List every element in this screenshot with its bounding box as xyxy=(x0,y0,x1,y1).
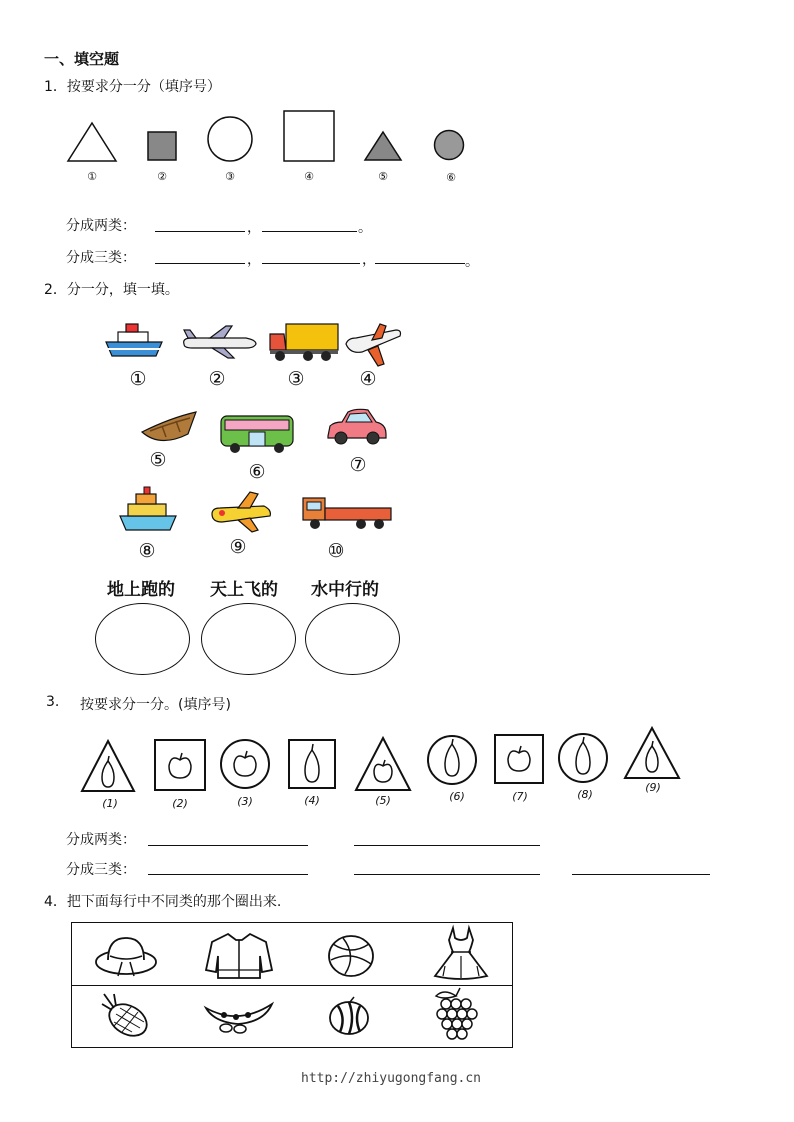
peas-icon[interactable] xyxy=(204,998,274,1034)
shape-label-6: ⑥ xyxy=(446,171,456,184)
jacket-icon[interactable] xyxy=(204,930,274,980)
shape-label-5: ⑤ xyxy=(378,170,388,183)
vehicle-label-8: ⑧ xyxy=(138,540,156,562)
q3-row-three-label: 分成三类： xyxy=(66,862,136,878)
circle-pear-icon xyxy=(557,732,609,784)
shape-label-3: ③ xyxy=(225,170,235,183)
q3-three-blank-3[interactable] xyxy=(572,874,710,875)
q3-title: 按要求分一分。(填序号) xyxy=(80,697,231,713)
airplane-icon xyxy=(180,324,260,360)
gray-triangle-icon xyxy=(363,130,403,162)
fruit-label-9: (9) xyxy=(645,781,661,794)
hat-icon[interactable] xyxy=(94,932,158,978)
truck-icon xyxy=(268,322,340,362)
category-sky: 天上飞的 xyxy=(210,580,278,600)
q4-title: 4．把下面每行中不同类的那个圈出来. xyxy=(44,894,282,910)
vehicle-label-5: ⑤ xyxy=(149,449,167,471)
fruit-label-2: (2) xyxy=(172,797,188,810)
watermelon-icon[interactable] xyxy=(328,996,370,1036)
triangle-apple-icon xyxy=(354,736,412,792)
q1-row-three-label: 分成三类： xyxy=(66,250,136,266)
q3-row-two-label: 分成两类： xyxy=(66,832,136,848)
q1-title: 1．按要求分一分（填序号） xyxy=(44,79,221,95)
q2-title: 2．分一分，填一填。 xyxy=(44,282,179,298)
q1-two-blank-2[interactable] xyxy=(262,231,357,232)
fruit-label-6: (6) xyxy=(449,790,465,803)
vehicle-label-4: ④ xyxy=(359,368,377,390)
comma: ， xyxy=(247,252,261,268)
q3-three-blank-1[interactable] xyxy=(148,874,308,875)
q3-number: 3. xyxy=(46,694,60,710)
q1-three-blank-3[interactable] xyxy=(375,263,465,264)
fruit-label-7: (7) xyxy=(512,790,528,803)
answer-oval-water[interactable] xyxy=(305,603,400,675)
shape-label-2: ② xyxy=(157,170,167,183)
fruit-label-1: (1) xyxy=(102,797,118,810)
vehicle-label-1: ① xyxy=(129,368,147,390)
category-water: 水中行的 xyxy=(311,580,379,600)
square-apple-icon xyxy=(153,738,207,792)
fruit-label-5: (5) xyxy=(375,794,391,807)
section-title: 一、填空题 xyxy=(44,50,120,68)
fruit-label-8: (8) xyxy=(577,788,593,801)
q3-two-blank-2[interactable] xyxy=(354,845,540,846)
ship-icon xyxy=(104,320,164,360)
white-large-square-icon xyxy=(283,110,335,162)
answer-oval-sky[interactable] xyxy=(201,603,296,675)
airplane-icon xyxy=(208,490,274,534)
rowboat-icon xyxy=(140,404,198,448)
fruit-label-4: (4) xyxy=(304,794,320,807)
comma: ， xyxy=(362,252,376,268)
bus-icon xyxy=(219,414,295,454)
pineapple-icon[interactable] xyxy=(100,992,150,1036)
vehicle-label-2: ② xyxy=(208,368,226,390)
vehicle-label-7: ⑦ xyxy=(349,454,367,476)
dress-icon[interactable] xyxy=(433,926,489,980)
period: 。 xyxy=(358,220,372,236)
truck-icon xyxy=(301,494,393,532)
vehicle-label-3: ③ xyxy=(287,368,305,390)
footer-url[interactable]: http://zhiyugongfang.cn xyxy=(301,1071,482,1086)
vehicle-label-9: ⑨ xyxy=(229,536,247,558)
q1-row-two-label: 分成两类： xyxy=(66,218,136,234)
circle-apple-icon xyxy=(219,738,271,790)
comma: ， xyxy=(247,220,261,236)
vehicle-label-6: ⑥ xyxy=(248,461,266,483)
vehicle-label-10: ⑩ xyxy=(327,540,345,562)
white-circle-icon xyxy=(206,115,254,163)
shape-label-4: ④ xyxy=(304,170,314,183)
white-triangle-icon xyxy=(66,121,118,163)
square-pear-icon xyxy=(287,738,337,790)
answer-oval-ground[interactable] xyxy=(95,603,190,675)
square-apple-icon xyxy=(493,733,545,785)
q1-three-blank-2[interactable] xyxy=(262,263,360,264)
grapes-icon[interactable] xyxy=(432,986,480,1042)
q1-two-blank-1[interactable] xyxy=(155,231,245,232)
triangle-pear-icon xyxy=(80,739,136,793)
q3-two-blank-1[interactable] xyxy=(148,845,308,846)
airplane-icon xyxy=(342,322,404,368)
ball-icon[interactable] xyxy=(327,934,375,978)
triangle-pear-icon xyxy=(623,726,681,780)
ship-icon xyxy=(118,486,178,532)
circle-pear-icon xyxy=(426,734,478,786)
category-ground: 地上跑的 xyxy=(107,580,175,600)
period: 。 xyxy=(465,254,479,270)
gray-circle-icon xyxy=(433,129,465,161)
shape-label-1: ① xyxy=(87,170,97,183)
gray-square-icon xyxy=(147,131,177,161)
q3-three-blank-2[interactable] xyxy=(354,874,540,875)
car-icon xyxy=(324,406,390,448)
fruit-label-3: (3) xyxy=(237,795,253,808)
q1-three-blank-1[interactable] xyxy=(155,263,245,264)
